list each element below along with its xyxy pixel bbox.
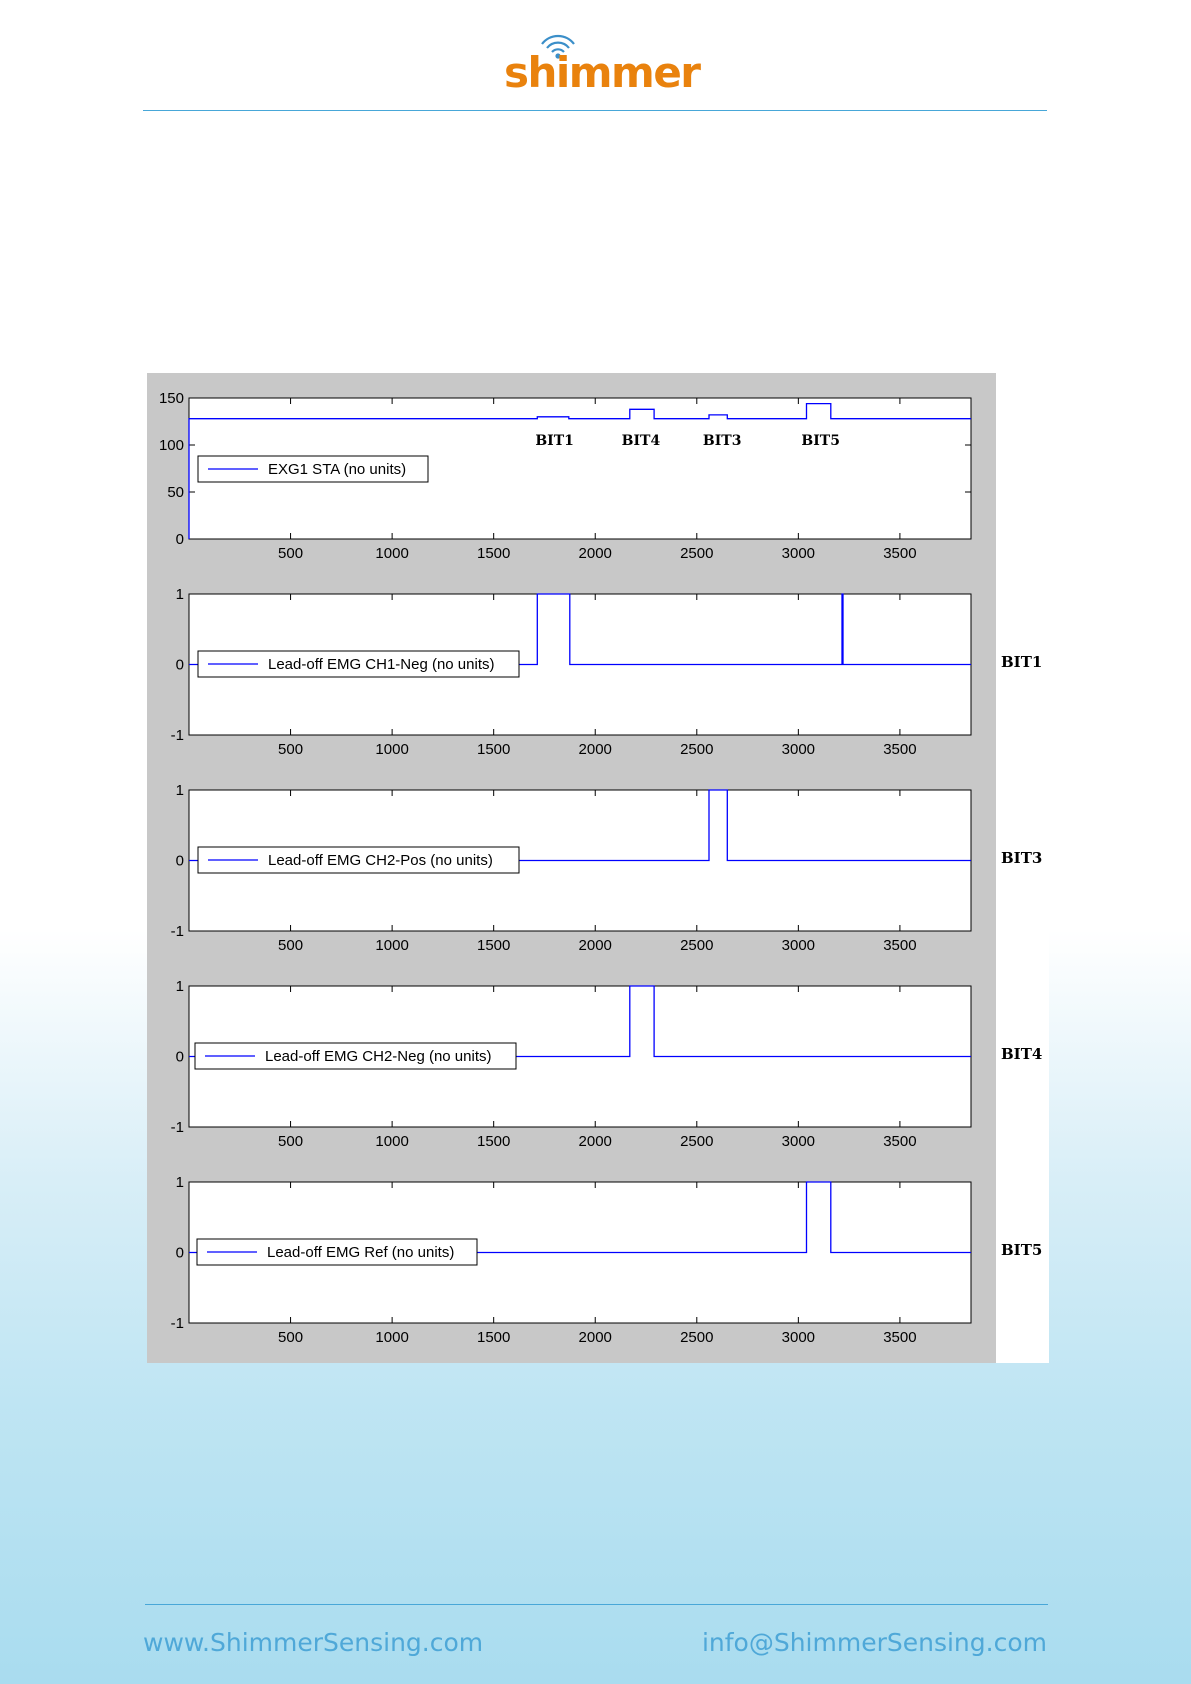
shimmer-logo (500, 34, 700, 96)
chart-figure (147, 373, 1049, 1363)
legend-label: Lead-off EMG CH2-Neg (no units) (265, 1048, 492, 1065)
y-tick-label: -1 (170, 1315, 184, 1332)
legend (195, 1043, 516, 1069)
side-label-bit4: BIT4 (1001, 1045, 1043, 1063)
x-tick-label: 500 (278, 545, 304, 562)
legend (197, 1239, 477, 1265)
header-rule (143, 110, 1047, 111)
x-tick-label: 1000 (375, 1329, 409, 1346)
x-tick-label: 1000 (375, 937, 409, 954)
bit-annotation: BIT5 (801, 433, 840, 449)
y-tick-label: 0 (175, 656, 184, 674)
y-tick-label: -1 (170, 1119, 184, 1136)
x-tick-label: 2500 (680, 937, 714, 954)
x-tick-label: 2500 (680, 545, 714, 562)
x-tick-label: 3000 (781, 741, 816, 758)
x-tick-label: 3000 (781, 937, 816, 954)
y-tick-label: 150 (158, 390, 184, 407)
x-tick-label: 2000 (578, 545, 612, 562)
legend (198, 847, 519, 873)
side-label-bit5: BIT5 (1001, 1241, 1043, 1259)
x-tick-label: 500 (278, 1329, 304, 1346)
bit-annotation: BIT1 (535, 433, 574, 449)
legend (198, 651, 519, 677)
y-tick-label: 0 (175, 852, 184, 870)
chart-panel-1 (159, 390, 971, 562)
legend-label: Lead-off EMG CH2-Pos (no units) (268, 852, 493, 869)
legend-label: Lead-off EMG Ref (no units) (267, 1244, 455, 1261)
x-tick-label: 3500 (883, 1133, 917, 1150)
y-tick-label: 0 (175, 1048, 184, 1066)
x-tick-label: 1500 (476, 1329, 511, 1346)
x-tick-label: 1500 (476, 1133, 511, 1150)
y-tick-label: 1 (175, 1174, 184, 1191)
x-tick-label: 1500 (476, 741, 511, 758)
x-tick-label: 1500 (476, 937, 511, 954)
y-tick-label: -1 (170, 923, 184, 940)
x-tick-label: 2500 (680, 741, 714, 758)
x-tick-label: 3500 (883, 741, 917, 758)
side-label-bit3: BIT3 (1001, 849, 1043, 867)
legend-label: EXG1 STA (no units) (268, 461, 407, 478)
x-tick-label: 3500 (883, 545, 917, 562)
bit-annotation: BIT3 (702, 433, 742, 449)
footer-website-link[interactable]: www.ShimmerSensing.com (143, 1628, 484, 1657)
x-tick-label: 2000 (578, 937, 612, 954)
y-tick-label: 0 (175, 1244, 184, 1262)
x-tick-label: 1000 (375, 545, 409, 562)
x-tick-label: 3000 (781, 1133, 816, 1150)
legend-label: Lead-off EMG CH1-Neg (no units) (268, 656, 495, 673)
x-tick-label: 3000 (781, 1329, 816, 1346)
x-tick-label: 1500 (476, 545, 511, 562)
chart-panel-5 (171, 1174, 971, 1346)
bit-annotation: BIT4 (621, 433, 661, 449)
x-tick-label: 500 (278, 741, 304, 758)
chart-panel-3 (171, 782, 971, 954)
x-tick-label: 3500 (883, 1329, 917, 1346)
y-tick-label: 1 (175, 978, 184, 995)
figure (147, 373, 1049, 1363)
x-tick-label: 500 (278, 937, 304, 954)
chart-panel-4 (171, 978, 971, 1150)
y-tick-label: 0 (175, 531, 184, 548)
footer-email-link[interactable]: info@ShimmerSensing.com (701, 1628, 1047, 1657)
x-tick-label: 2000 (578, 741, 612, 758)
x-tick-label: 3500 (883, 937, 917, 954)
x-tick-label: 2500 (680, 1133, 714, 1150)
x-tick-label: 2000 (578, 1329, 612, 1346)
footer-rule (145, 1604, 1048, 1605)
x-tick-label: 1000 (375, 741, 409, 758)
y-tick-label: 1 (175, 782, 184, 799)
legend (198, 456, 428, 482)
x-tick-label: 500 (278, 1133, 304, 1150)
y-tick-label: -1 (170, 727, 184, 744)
side-label-bit1: BIT1 (1001, 653, 1043, 671)
x-tick-label: 2000 (578, 1133, 612, 1150)
chart-panel-2 (171, 586, 971, 758)
y-tick-label: 100 (158, 437, 184, 454)
x-tick-label: 1000 (375, 1133, 409, 1150)
x-tick-label: 3000 (781, 545, 816, 562)
x-tick-label: 2500 (680, 1329, 714, 1346)
y-tick-label: 50 (167, 484, 184, 501)
logo-wordmark: shimmer (504, 48, 700, 97)
y-tick-label: 1 (175, 586, 184, 603)
